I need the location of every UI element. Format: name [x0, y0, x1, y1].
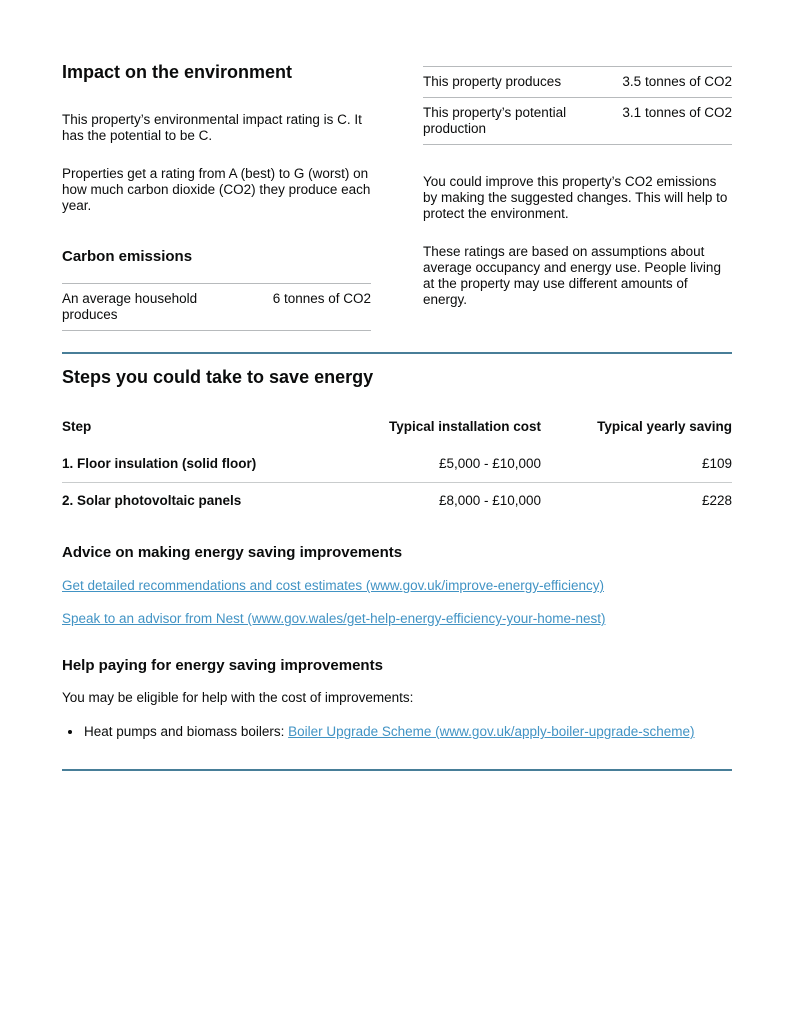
property-produces-value: 3.5 tonnes of CO2 [596, 67, 732, 98]
help-paying-heading: Help paying for energy saving improvements [62, 657, 383, 674]
potential-production-label: This property’s potential production [423, 98, 596, 145]
table-row [62, 284, 371, 331]
section-divider [62, 352, 732, 354]
improve-emissions-paragraph: You could improve this property’s CO2 emissions by making the suggested changes. This will help to protect the environment. [423, 174, 728, 221]
table-row [423, 98, 732, 145]
heat-pumps-label: Heat pumps and biomass boilers: [84, 724, 289, 739]
energy-saving-steps-table [62, 419, 732, 519]
step-saving: £228 [701, 493, 732, 508]
rating-scale-paragraph: Properties get a rating from A (best) to G (worst) on how much carbon dioxide (CO2) they produce each year. [62, 166, 371, 213]
average-household-label: An average household produces [62, 284, 235, 331]
potential-production-value: 3.1 tonnes of CO2 [596, 98, 732, 145]
nest-advisor-link[interactable]: Speak to an advisor from Nest (www.gov.wales/get-help-energy-efficiency-your-home-nest) [62, 611, 606, 626]
steps-section [62, 367, 732, 740]
carbon-emissions-heading: Carbon emissions [62, 248, 193, 265]
property-produces-label: This property produces [423, 67, 596, 98]
step-name: 1. Floor insulation (solid floor) [62, 446, 384, 483]
property-co2-table [423, 66, 732, 145]
recommendations-link[interactable]: Get detailed recommendations and cost estimates (www.gov.uk/improve-energy-efficiency) [62, 578, 604, 593]
help-options-list [62, 724, 732, 740]
impact-rating-paragraph: This property’s environmental impact rating is C. It has the potential to be C. [62, 112, 362, 143]
table-row [62, 483, 732, 520]
page-bottom-divider [62, 769, 732, 771]
ratings-assumptions-paragraph: These ratings are based on assumptions about average occupancy and energy use. People living at the property may use different amounts of energy. [423, 244, 721, 307]
table-row [62, 446, 732, 483]
impact-environment-section [62, 62, 732, 331]
impact-environment-title: Impact on the environment [62, 62, 293, 82]
step-saving: £109 [541, 446, 732, 483]
step-cost: £8,000 - £10,000 [438, 493, 542, 508]
step-name: 2. Solar photovoltaic panels [62, 493, 242, 508]
boiler-upgrade-scheme-link[interactable]: Boiler Upgrade Scheme (www.gov.uk/apply-boiler-upgrade-scheme) [288, 724, 695, 739]
steps-section-title: Steps you could take to save energy [62, 367, 374, 387]
help-intro-text: You may be eligible for help with the cost of improvements: [62, 690, 414, 705]
table-row [423, 67, 732, 98]
column-header-installation-cost: Typical installation cost [388, 419, 542, 434]
step-cost: £5,000 - £10,000 [384, 446, 541, 483]
impact-right-column [423, 66, 732, 308]
impact-left-column [62, 62, 371, 331]
column-header-yearly-saving: Typical yearly saving [597, 419, 732, 434]
average-household-table [62, 283, 371, 331]
list-item [83, 724, 732, 740]
advice-heading: Advice on making energy saving improvements [62, 544, 403, 561]
column-header-step: Step [62, 419, 92, 434]
average-household-value: 6 tonnes of CO2 [235, 284, 371, 331]
table-header-row [62, 419, 732, 446]
